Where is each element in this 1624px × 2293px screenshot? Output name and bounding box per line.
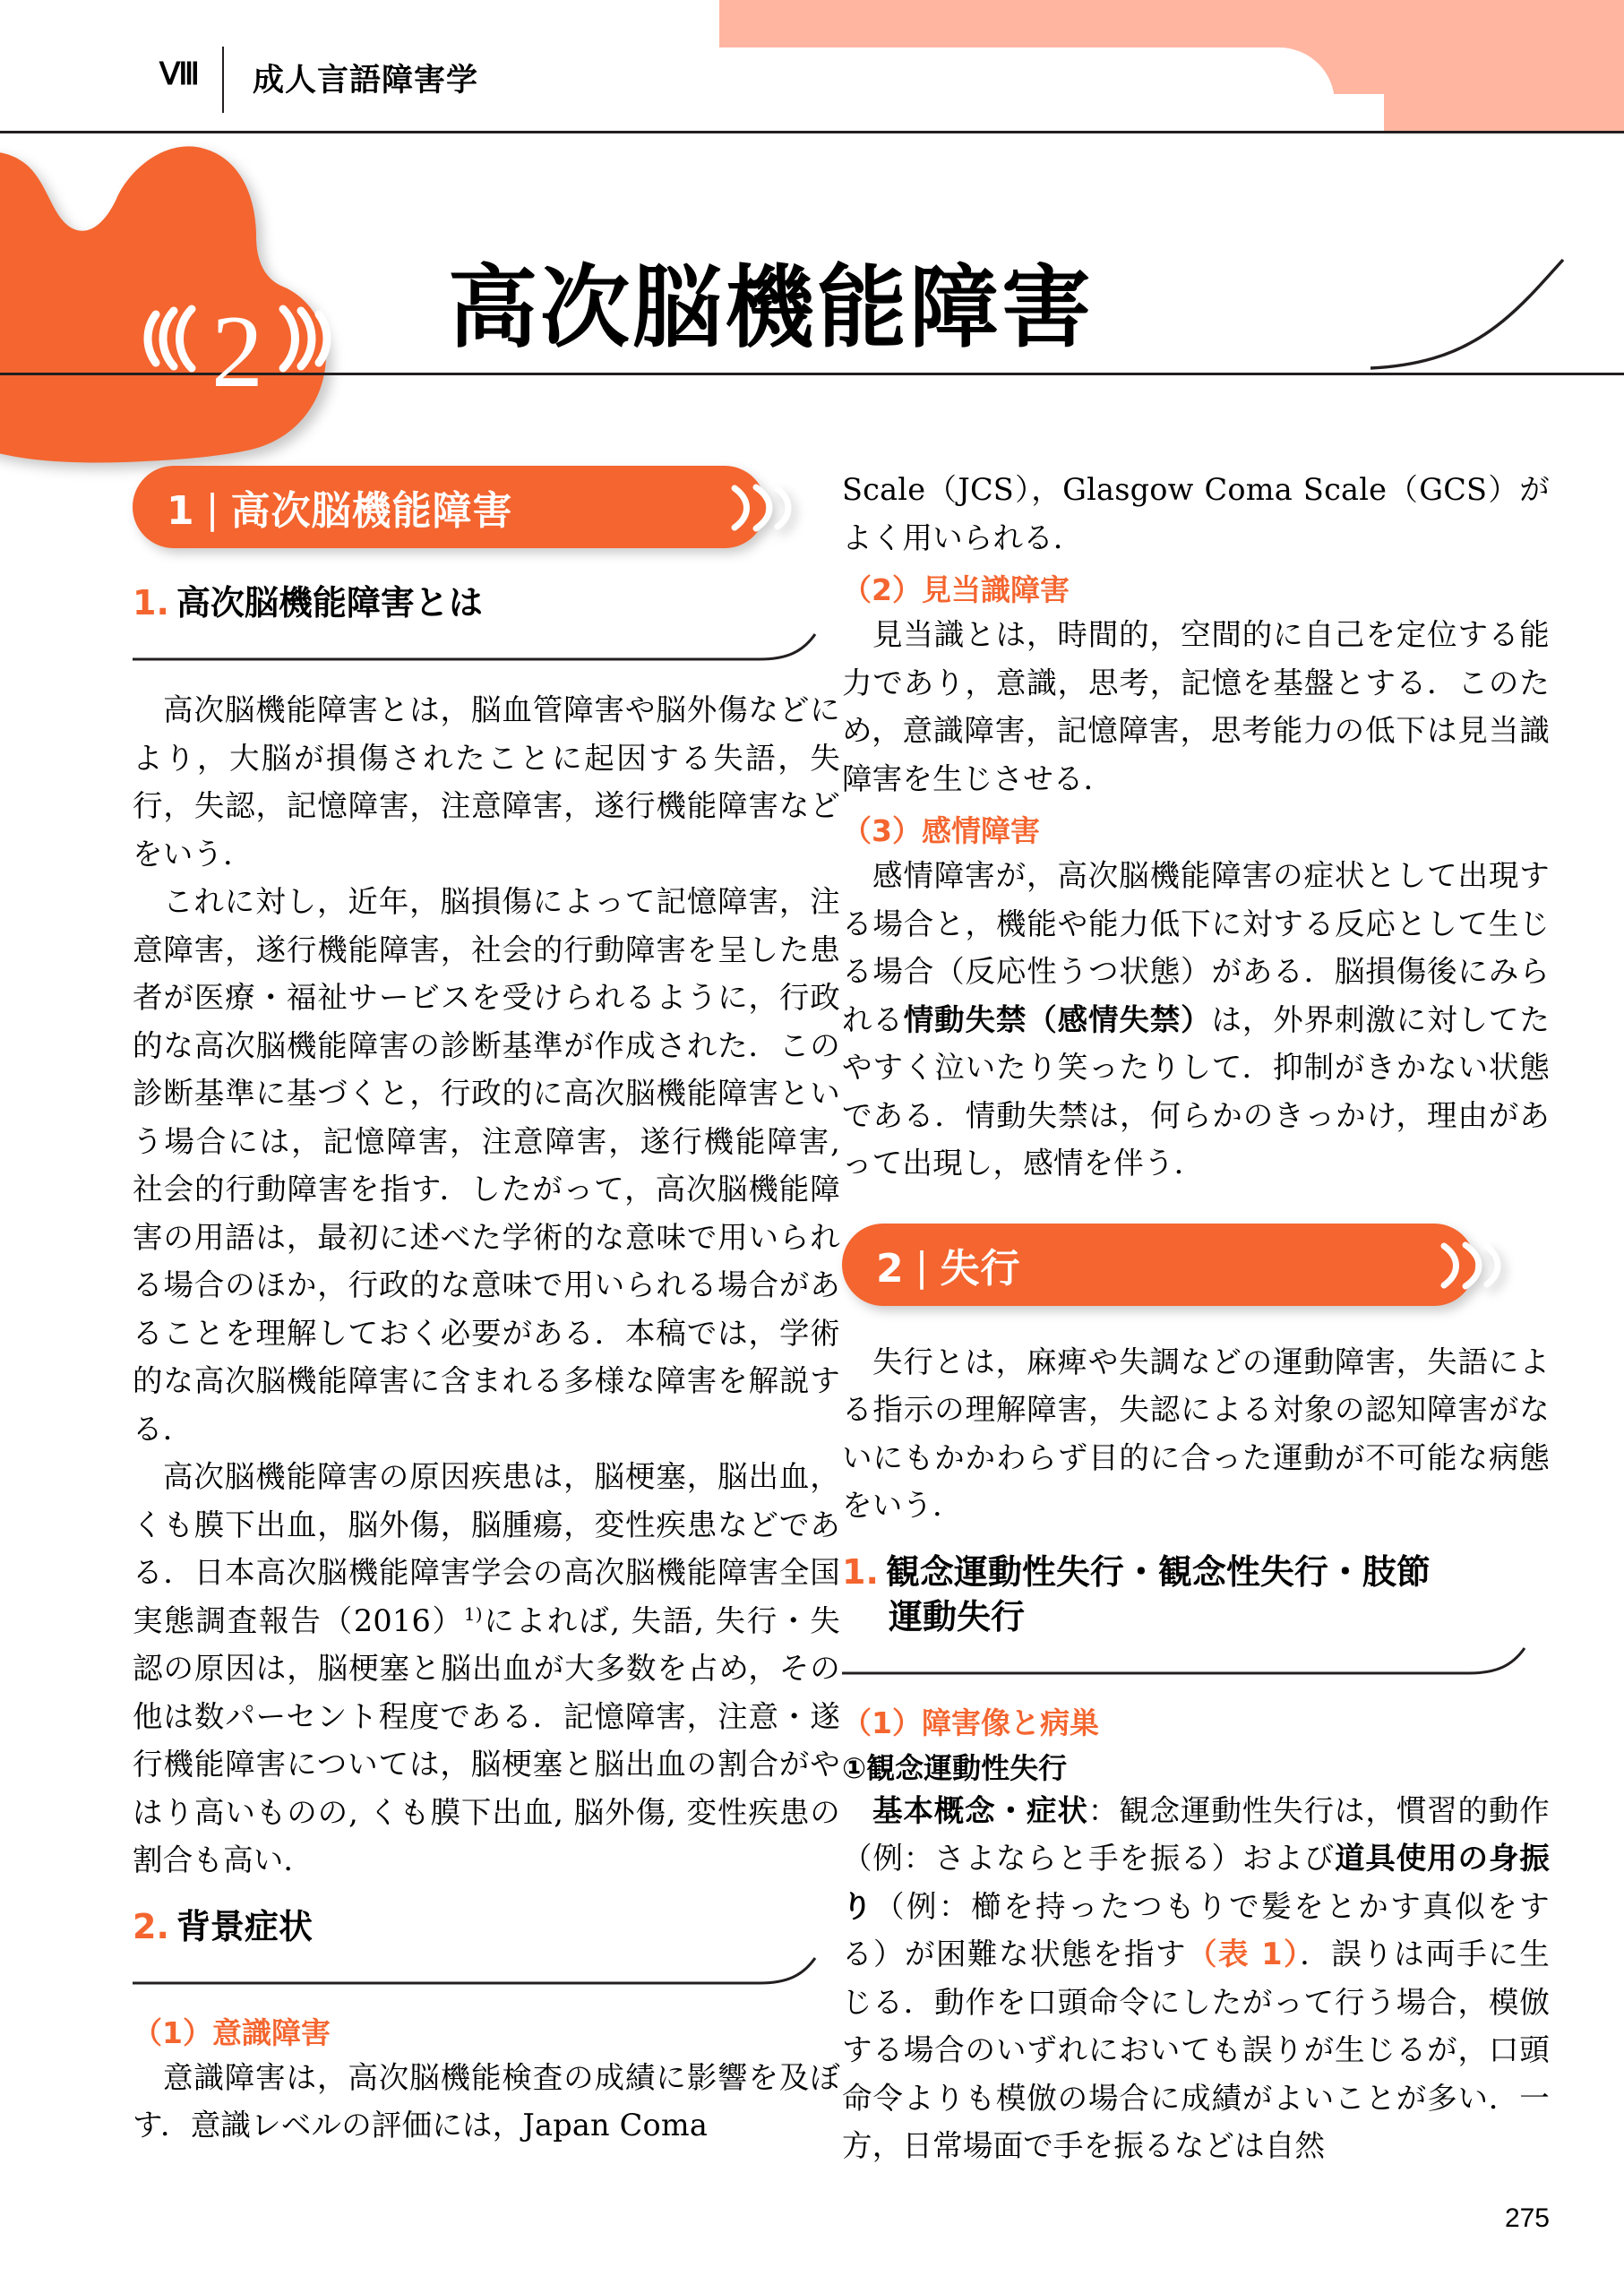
paragraph-left-1: 高次脳機能障害とは，脳血管障害や脳外傷などにより，大脳が損傷されたことに起因する失語，失行，失認，記憶障害，注意障害，遂行機能障害などをいう． [133, 692, 840, 872]
subheading-right-1-title-line2: 運動失行 [889, 1596, 1026, 1636]
paragraph-right-5a: ：観念運動性失行は，慣習的動作（例：さよならと手を振る）および [842, 1792, 1550, 1876]
section-1-number: 1 [167, 488, 195, 534]
wave-right-icon [272, 289, 335, 393]
subheading-2-title: 背景症状 [176, 1906, 313, 1946]
wave-left-icon [140, 289, 202, 393]
paragraph-right-5c: ．誤りは両手に生じる．動作を口頭命令にしたがって行う場合，模倣する場合のいずれにおいても誤りが生じるが，口頭命令よりも模倣の場合に成績がよいことが多い．一方，日常場面で手を振るなどは自然 [842, 1937, 1550, 2164]
left-column [133, 466, 840, 2150]
subheading-2-number: 2. [133, 1906, 169, 1946]
chapter-title-block [0, 133, 1624, 409]
paragraph-right-3a: 感情障害が，高次脳機能障害の症状として出現する場合と，機能や能力低下に対する反応として生じる場合（反応性うつ状態）がある．脳損傷後にみられる [842, 858, 1550, 1037]
section-banner-1 [133, 466, 840, 548]
para-head-right-1: （2）見当識障害 [842, 572, 1070, 607]
subheading-1-left [133, 580, 840, 670]
section-banner-2-label [876, 1236, 1020, 1293]
item-head-right-1: ①観念運動性失行 [842, 1750, 1068, 1785]
paragraph-right-5 [842, 1787, 1550, 2170]
term-emotional-incontinence: 情動失禁（感情失禁） [903, 1001, 1212, 1037]
chapter-number: 2 [211, 295, 263, 409]
wave-icon-section-2 [1435, 1241, 1512, 1294]
paragraph-left-4: 意識障害は，高次脳機能検査の成績に影響を及ぼす．意識レベルの評価には，Japan Coma [133, 2059, 840, 2143]
subheading-right-1-rule [842, 1643, 1550, 1679]
chapter-number-badge [112, 289, 363, 409]
right-column [842, 466, 1550, 2170]
footnote-marker: 1) [463, 1602, 483, 1625]
paragraph-right-3 [842, 852, 1550, 1188]
header-notch-shape-lower [0, 94, 1384, 133]
section-banner-1-label [167, 478, 512, 536]
page-number: 275 [1504, 2203, 1550, 2233]
subheading-2-rule [133, 1953, 840, 1988]
paragraph-right-4: 失行とは，麻痺や失調などの運動障害，失語による指示の理解障害，失認による対象の認知障害がないにもかかわらず目的に合った運動が不可能な病態をいう． [842, 1344, 1550, 1523]
subheading-right-1-title-line1: 観念運動性失行・観念性失行・肢節 [885, 1551, 1431, 1592]
para-head-right-3: （1）障害像と病巣 [842, 1705, 1099, 1740]
paragraph-left-2: これに対し，近年，脳損傷によって記憶障害，注意障害，遂行機能障害，社会的行動障害を呈した患者が医療・福祉サービスを受けられるように，行政的な高次脳機能障害の診断基準が作成された．この診断基準に基づくと，行政的に高次脳機能障害という場合には，記憶障害，注意障害，遂行機能障害, 社会的行動障害を指す．したがって，高次脳機能障害の用語は，最初に述べた学術的な意味で用いられる場合のほか，行政的な意味で用いられる場合があることを理解しておく必要がある．本稿では，学術的な高次脳機能障害に含まれる多様な障害を解説する． [133, 884, 840, 1447]
chapter-swoosh-line [1371, 258, 1568, 374]
chapter-title: 高次脳機能障害 [448, 255, 1094, 360]
subheading-1-right [842, 1550, 1550, 1684]
subheading-1-title: 高次脳機能障害とは [176, 583, 483, 623]
paragraph-right-3b: は，外界刺激に対してたやすく泣いたり笑ったりして．抑制がきかない状態である．情動失禁は，何らかのきっかけ，理由があって出現し，感情を伴う． [842, 1001, 1551, 1181]
paragraph-left-3 [133, 1453, 840, 1885]
header-divider [222, 47, 224, 113]
table-reference: （表 1） [1187, 1937, 1301, 1972]
section-2-title: 失行 [940, 1245, 1021, 1292]
term-basic-concept: 基本概念・症状 [872, 1792, 1088, 1828]
paragraph-left-3a: 高次脳機能障害の原因疾患は，脳梗塞，脳出血，くも膜下出血，脳外傷，脳腫瘍，変性疾患などである．日本高次脳機能障害学会の高次脳機能障害全国実態調査報告（2016） [133, 1459, 840, 1638]
paragraph-left-3b: によれば, 失語, 失行・失認の原因は，脳梗塞と脳出血が大多数を占め，その他は数パーセント程度である．記憶障害，注意・遂行機能障害については，脳梗塞と脳出血の割合がやはり高いものの, くも膜下出血, 脳外傷, 変性疾患の割合も高い． [133, 1602, 841, 1878]
volume-title: 成人言語障害学 [253, 63, 479, 99]
section-banner-2 [842, 1224, 1550, 1306]
para-head-right-2: （3）感情障害 [842, 813, 1040, 848]
term-tool-use-gesture: 道具使用の身振り [842, 1841, 1550, 1924]
section-2-pipe: | [915, 1243, 930, 1290]
para-head-left-1: （1）意識障害 [133, 2014, 331, 2050]
subheading-2-left [133, 1904, 840, 1994]
section-1-pipe: | [205, 486, 220, 532]
subheading-1-number: 1. [133, 583, 169, 623]
paragraph-right-2: 見当識とは，時間的，空間的に自己を定位する能力であり，意識，思考，記憶を基盤とする．このため，意識障害，記憶障害，思考能力の低下は見当識障害を生じさせる． [842, 617, 1550, 796]
subheading-1-rule [133, 629, 840, 665]
volume-numeral: Ⅷ [159, 57, 199, 91]
section-1-title: 高次脳機能障害 [230, 488, 513, 534]
wave-icon-section-1 [726, 484, 803, 537]
paragraph-right-5b: （例：櫛を持ったつもりで髪をとかす真似をする）が困難な状態を指す [842, 1888, 1550, 1972]
page-header [0, 0, 1624, 133]
subheading-right-1-number: 1. [842, 1551, 879, 1592]
paragraph-right-1: Scale（JCS），Glasgow Coma Scale（GCS）がよく用いられる． [842, 472, 1550, 555]
section-2-number: 2 [876, 1245, 905, 1292]
